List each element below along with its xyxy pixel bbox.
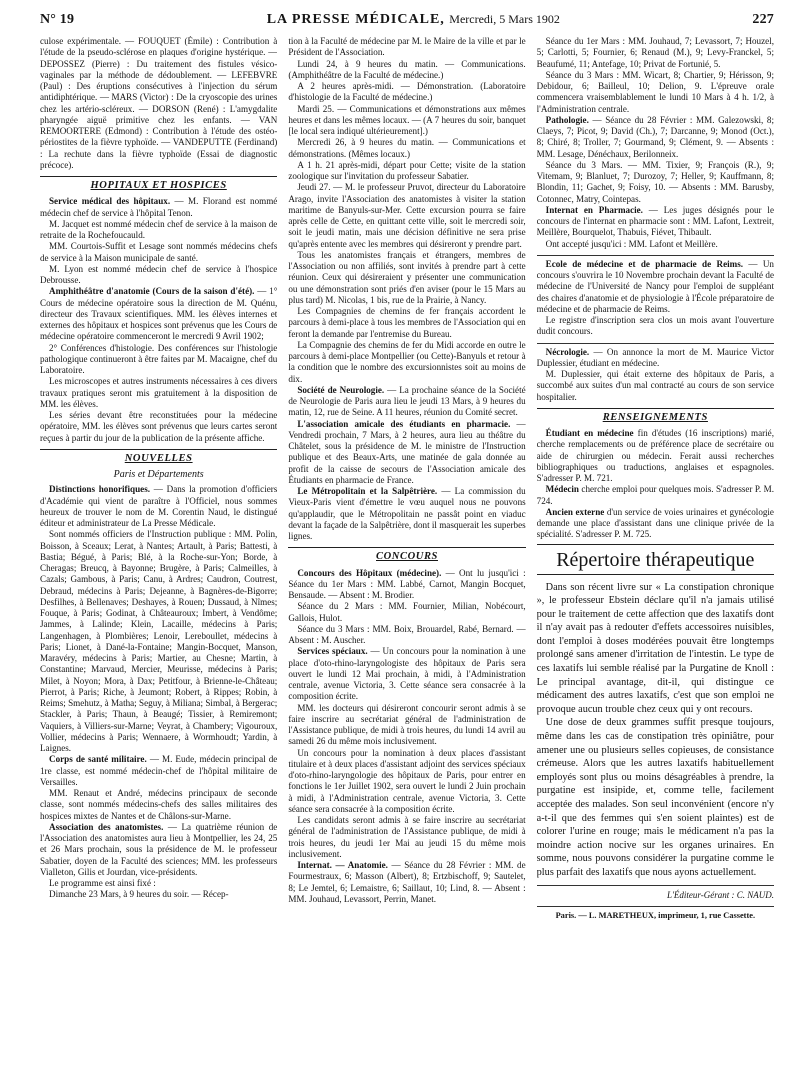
paragraph: Jeudi 27. — M. le professeur Pruvot, directeur du Laboratoire Arago, invite l'Association des anatomistes à visiter la station maritime de Banyuls-sur-Mer. Cette excursion pourra se faire après celle de Cette, en quittant cette ville, soit le mercredi soir, soit le jeudi matin, mais une décision définitive ne sera prise qu'après entente avec les membres qui désireront y prendre part.	[288, 182, 526, 249]
paragraph: Mercredi 26, à 9 heures du matin. — Communications et démonstrations. (Mêmes locaux.)	[288, 137, 526, 159]
page-number: 227	[752, 12, 774, 27]
paragraph: Dans son récent livre sur « La constipation chronique », le professeur Ebstein déclare qu'il n'a jamais utilisé pour le traitement de cette affection que des laxatifs dont il n'ay avait pas à redouter d'effets accessoires nuisibles, dont l'emploi à doses modérées pouvait être longtemps prolongé sans amener d'irritation de l'intestin. Le type de ces laxatifs lui semble réalisé par la Purgatine de Knoll : Le principal avantage, dit-il, qui distingue ce médicament des autres laxatifs, c'est que son emploi ne provoque aucun trouble chez ceux qui y ont recours.	[536, 581, 774, 715]
paragraph: Séance du 3 Mars. — MM. Tixier, 9; François (R.), 9; Vitemam, 9; Blanluet, 7; Durozoy, 7; Heller, 9; Kauffmann, 8; Blondin, 11; Gachet, 9; Foisy, 10. — Absents : MM. Barusby, Cotonnec, Matry, Cointepas.	[536, 159, 774, 204]
classified-heading: Étudiant en médecine	[545, 428, 634, 438]
classified-text: fin d'études (16 inscriptions) marié, cherche remplacements ou de préférence place de secrétaire ou aide de chirurgien ou médecin. Ferait aussi recherches bibliographiques ou traductions, anglaises et espagnoles. S'adresser P. M. 721.	[536, 428, 774, 483]
paragraph: Un concours pour la nomination à deux places d'assistant titulaire et à deux places d'assistant adjoint des services spéciaux d'oto-rhino-laryngologie des hôpitaux de Paris, pour entrer en fonctions le 1er Juillet 1902, sera ouvert le lundi 2 Juin prochain à midi, à l'Administration centrale, avenue Victoria, 3. Cette séance sera consacrée à la composition écrite.	[288, 747, 526, 814]
article-services-speciaux	[288, 646, 525, 702]
printer-imprint: Paris. — L. MARETHEUX, imprimeur, 1, rue Cassette.	[555, 910, 756, 920]
article-heading: Le Métropolitain et la Salpêtrière.	[297, 486, 438, 496]
paragraph: Le programme est ainsi fixé :	[49, 878, 156, 888]
section-divider	[40, 449, 277, 450]
article-text: — Séance du 28 Février : MM. Galezowski, 8; Claeys, 7; Picot, 9; David (Ch.), 7; Darcanne, 9; Monod (Oct.), 8; Chiré, 8; Troller, 7; Gourmand, 9; Clément, 9. — Absents : MM. Lesage, Dénéchaux, Berilonneix.	[536, 114, 774, 159]
paragraph: Séance du 2 Mars : MM. Fournier, Milian, Nobécourt, Gallois, Hulot.	[288, 601, 526, 623]
article-heading: Concours des Hôpitaux (médecine).	[297, 567, 442, 578]
article-text: — Un concours s'ouvrira le 10 Novembre prochain devant la Faculté de médecine de l'Université de Nancy pour l'emploi de suppléant des chaires d'anatomie et de physiologie à l'École préparatoire de médecine et de pharmacie de Reims.	[536, 258, 774, 314]
article-heading: Service médical des hôpitaux.	[49, 196, 171, 207]
paragraph: Séance du 3 Mars : MM. Boix, Brouardel, Rabé, Bernard. — Absent : M. Auscher.	[288, 623, 526, 645]
column-2	[288, 36, 525, 1076]
paragraph: Les candidats seront admis à se faire inscrire au secrétariat général de l'administration de l'Assistance publique, de midi à trois heures, du jeudi 1er Mai au jeudi 15 du même mois inclusivement.	[288, 815, 526, 859]
paragraph: Une dose de deux grammes suffit presque toujours, même dans les cas de constipation très opiniâtre, pour amener une ou plusieurs selles copieuses, de consistance crémeuse. Alors que les autres laxatifs habituellement employés sont plus ou moins désagréables à prendre, la purgatine est insipide, et, comme telle, facilement acceptée des malades. Son seul inconvénient (encore n'y a-t-il que des femmes qui s'en soient plaintes) est de colorer l'urine en rouge; mais le médicament n'a pas la moindre action nocive sur les organes urinaires. En somme, nous pouvons considérer la purgatine comme le plus parfait des laxatifs que nous ayons actuellement.	[536, 717, 774, 878]
paragraph: Tous les anatomistes français et étrangers, membres de l'Association ou non affiliés, sont invités à prendre part à cette réunion. Ceux qui désireraient y présenter une communication ou une démonstration sont priés d'en aviser (pour le 15 Mars au plus tard) M. Nicolas, 1 bis, rue de la Prairie, à Nancy.	[288, 249, 526, 305]
article-heading: Internat en Pharmacie.	[545, 204, 643, 215]
article-heading: Corps de santé militaire.	[49, 754, 147, 765]
article-association	[40, 822, 277, 878]
paragraph: M. Duplessier, qui était externe des hôpitaux de Paris, a succombé aux suites d'un mal contracté au cours de son service hospitalier.	[536, 369, 774, 402]
section-title-nouvelles: NOUVELLES	[124, 452, 193, 464]
article-text: — M. Florand est nommé médecin chef de service à l'hôpital Tenon.	[40, 196, 278, 218]
divider	[537, 906, 774, 907]
article-text: — M. Eude, médecin principal de 1re classe, est nommé médecin-chef de l'hôpital militaire de Versailles.	[40, 754, 278, 787]
subsection-title: Paris et Départements	[113, 469, 204, 480]
journal-title: LA PRESSE MÉDICALE,	[266, 12, 445, 27]
divider	[537, 255, 774, 256]
divider	[537, 885, 774, 886]
repertoire-body	[537, 581, 774, 880]
paragraph: MM. Renaut et André, médecins principaux de seconde classe, sont nommés médecins-chefs des salles militaires des hospices mixtes de Nantes et de Châlons-sur-Marne.	[40, 788, 278, 821]
publisher-signature: L'Éditeur-Gérant : C. NAUD.	[666, 889, 774, 900]
issue-number: N° 19	[40, 12, 75, 27]
section-title-concours: CONCOURS	[376, 551, 438, 563]
article-concours-hopitaux	[288, 568, 525, 602]
classified-heading: Médecin	[545, 484, 579, 495]
thesis-list: culose expérimentale. — FOUQUET (Émile) : Contribution à l'étude de la pseudo-sclérose en plaques d'origine hystérique. — DEPOSSEZ (Pierre) : Du traitement des fistules vésico-vaginales par la méthode de dédoublement. — LEFEBVRE (Paul) : Des éruptions consécutives à l'injection du sérum antidiphtérique. — MARS (Victor) : De la cryoscopie des urines chez les artério-scléreux. — DORSON (René) : L'amygdalite pharyngée aiguë primitive chez les enfants. — VAN REMOORTERE (Edmond) : Contribution à l'étude des ostéo-périostites de la fièvre typhoïde. — VANDEPUTTE (Ferdinand) : La rechute dans la fièvre typhoïde (Essai de diagnostic précoce).	[40, 36, 278, 170]
section-divider	[288, 547, 525, 548]
article-heading: Internat. — Anatomie.	[297, 860, 388, 870]
article-heading: Distinctions honorifiques.	[49, 484, 151, 495]
columns	[40, 36, 774, 1076]
classified-text: cherche emploi pour quelques mois. S'adresser P. M. 724.	[536, 484, 774, 506]
article-neurologie	[288, 385, 525, 419]
article-heading: Services spéciaux.	[297, 646, 368, 657]
section-divider	[40, 176, 277, 177]
article-heading: Nécrologie.	[545, 346, 590, 357]
article-pathologie	[537, 115, 774, 160]
article-heading: L'association amicale des étudiants en pharmacie.	[297, 418, 511, 429]
article-amicale	[288, 419, 525, 487]
article-text: — La commission du Vieux-Paris vient d'émettre le vœu auquel nous ne pouvons qu'applaudir, que le Métropolitain ne passât point en viaduc devant la façade de la Salpêtrière, dont il masquerait les superbes lignes.	[288, 486, 526, 541]
paragraph: MM. Courtois-Suffit et Lesage sont nommés médecins chefs de service à la Maison municipale de santé.	[40, 241, 278, 263]
article-reims	[537, 259, 774, 315]
article-text: — Un concours pour la nomination à une place d'oto-rhino-laryngologiste des hôpitaux de Paris sera ouvert le lundi 12 Mai prochain, à midi, à l'Administration centrale, avenue Victoria, 3. Cette séance sera consacrée à la composition écrite.	[288, 646, 526, 702]
article-distinctions	[40, 484, 277, 529]
section-title-hopitaux: HOPITAUX ET HOSPICES	[90, 180, 227, 191]
issue-date: Mercredi, 5 Mars 1902	[449, 12, 560, 26]
article-service-medical	[40, 196, 277, 219]
article-text: — 1° Cours de médecine opératoire sous la direction de M. Quénu, directeur des Travaux scientifiques. MM. les élèves internes et externes des hôpitaux et hospices sont prévenus que les Cours de médecine opératoire commenceront le mercredi 9 Avril 1902;	[40, 286, 278, 342]
classified-text: d'un service de voies urinaires et gynécologie demande une place d'assistant dans une clinique privée de la spécialité. S'adresser P. M. 725.	[536, 506, 774, 540]
article-text: — On annonce la mort de M. Maurice Victor Duplessier, étudiant en médecine.	[536, 346, 774, 368]
paragraph: Les séries devant être reconstituées pour la médecine opératoire, MM. les élèves sont prévenus que leurs cartes seront reçues à partir du jour de la publication de la présente affiche.	[40, 410, 278, 443]
column-3	[537, 36, 774, 1076]
article-heading: Amphithéâtre d'anatomie (Cours de la saison d'été).	[49, 286, 255, 297]
classified-ancien-externe	[537, 507, 774, 541]
paragraph: A 1 h. 21 après-midi, départ pour Cette; visite de la station zoologique sur l'invitation du professeur Sabatier.	[288, 159, 526, 181]
section-divider	[537, 408, 774, 409]
paragraph: Mardi 25. — Communications et démonstrations aux mêmes heures et dans les mêmes locaux. — (A 7 heures du soir, banquet [le local sera indiqué ultérieurement].)	[288, 103, 526, 136]
article-text: — Séance du 28 Février : MM. de Fourmestraux, 6; Masson (Albert), 8; Ertzbischoff, 9; Sautelet, 8; Le Jemtel, 6; Lemaistre, 6; Saillaut, 10; Lind, 8. — Absent : MM. Jouhaud, Levassort, Perrin, Manet.	[288, 860, 526, 904]
article-text: — Ont lu jusqu'ici : Séance du 1er Mars : MM. Labbé, Carnot, Mangin Bocquet, Bensaude. — Absent : M. Brodier.	[288, 567, 526, 600]
article-heading: Association des anatomistes.	[49, 821, 164, 832]
article-corps-sante	[40, 754, 277, 788]
article-internat-pharmacie	[537, 205, 774, 239]
paragraph: Les microscopes et autres instruments nécessaires à ces divers travaux pratiques seront mis gratuitement à la disposition de MM. les élèves.	[40, 376, 278, 409]
paragraph: M. Lyon est nommé médecin chef de service à l'hospice Debrousse.	[40, 263, 278, 285]
paragraph: 2° Conférences d'histologie. Des conférences sur l'histologie pathologique continueront à être faites par M. Macaigne, chef du Laboratoire.	[40, 342, 278, 375]
paragraph: Séance du 3 Mars : MM. Wicart, 8; Chartier, 9; Hérisson, 9; Debidour, 6; Bailleul, 10; Delion, 9. L'épreuve orale commencera vraisemblablement le lundi 10 Mars à 4 h. 1/2, à l'Administration centrale.	[536, 69, 774, 114]
divider	[537, 343, 774, 344]
article-heading: Société de Neurologie.	[297, 384, 385, 395]
article-text: — La quatrième réunion de l'Association des anatomistes aura lieu à Montpellier, les 24, 25 et 26 Mars prochain, sous la présidence de M. le professeur Sabatier, doyen de la Faculté des sciences; MM. les professeurs Vialleton, Gilis et Jourdan, vice-présidents.	[40, 821, 278, 877]
masthead-title	[267, 12, 560, 28]
article-necrologie	[537, 347, 774, 370]
article-internat-anatomie	[288, 860, 525, 905]
article-text: — Vendredi prochain, 7 Mars, à 2 heures, aura lieu au théâtre du Châtelet, sous la présidence de M. le ministre de l'Instruction publique et des Beaux-Arts, une matinée de gala donnée au profit de la caisse de secours de l'Association amicale des Étudiants en pharmacie de France.	[288, 418, 526, 485]
paragraph: A 2 heures après-midi. — Démonstration. (Laboratoire d'histologie de la Faculté de médecine.)	[288, 81, 526, 103]
paragraph: Les Compagnies de chemins de fer français accordent le parcours à demi-place à tous les membres de l'Association qui en feront la demande par l'entremise du Bureau.	[288, 306, 526, 339]
article-amphitheatre	[40, 286, 277, 342]
paragraph: Ont accepté jusqu'ici : MM. Lafont et Meillère.	[545, 238, 718, 249]
paragraph: M. Jacquet est nommé médecin chef de service à la maison de retraite de la Rochefoucauld.	[40, 218, 278, 240]
article-text: — La prochaine séance de la Société de Neurologie de Paris aura lieu le jeudi 13 Mars, à 9 heures du matin, 12, rue de Seine. A 11 heures, réunion du Comité secret.	[288, 384, 526, 418]
paragraph: Lundi 24, à 9 heures du matin. — Communications. (Amphithéâtre de la Faculté de médecine.)	[288, 58, 526, 80]
paragraph: Séance du 1er Mars : MM. Jouhaud, 7; Levassort, 7; Houzel, 5; Carlotti, 5; Fournier, 6; Renaud (M.), 9; Levy-Franckel, 5; Beaufumé, 11; Antefage, 10; Privat de Fortunié, 5.	[536, 36, 774, 69]
classified-medecin	[537, 484, 774, 507]
paragraph: Le registre d'inscription sera clos un mois avant l'ouverture dudit concours.	[536, 315, 774, 337]
classified-heading: Ancien externe	[545, 506, 605, 517]
paragraph: La Compagnie des chemins de fer du Midi accorde en outre le parcours à demi-place Montpellier (ou Cette)-Banyuls et retour à la condition que le nombre des excursionnistes soit au moins de dix.	[288, 339, 526, 384]
article-heading: Ecole de médecine et de pharmacie de Reims.	[545, 258, 744, 269]
paragraph: tion à la Faculté de médecine par M. le Maire de la ville et par le Président de l'Association.	[288, 36, 526, 58]
page-header	[40, 0, 774, 36]
section-title-renseignements: RENSEIGNEMENTS	[602, 411, 708, 423]
article-text: — Dans la promotion d'officiers d'Académie qui vient de paraître à l'Officiel, nous sommes heureux de trouver le nom de M. Corentin Naud, le distingué éditeur et administrateur de La Presse Médicale.	[40, 484, 278, 528]
article-text: — Les juges désignés pour le concours de l'internat en pharmacie sont : MM. Lafont, Lextreit, Meillère, Bourquelot, Thabuis, Fiévet, Thibault.	[536, 204, 774, 238]
column-1	[40, 36, 277, 1076]
paragraph: Sont nommés officiers de l'Instruction publique : MM. Polin, Boisson, à Sceaux; Lerat, à Nantes; Artault, à Paris; Battesti, à Bastia; Bégué, à Paris; Blé, à la Roche-sur-Yon; Borde, à Cheragas; Breucq, à Bayonne; Brugère, à Paris; Calmeilles, à Cazals; Gambous, à Paris; Canu, à Ardres; Caudron, Coutrest, Debraud, médecins à Paris; Dejeanne, à Bagnères-de-Bigorre; Desfilhes, à Bellenaves; Deshayes, à Rouen; Dussaud, à Nîmes; Fouque, à Paris; Godinat, à Châteauroux; Imbert, à Vendôme; Jammes, à Lalinde; Klein, Lacaille, médecins à Paris; Langenhagen, à Plombières; Lenoir, Lereboullet, médecins à Paris; Lionet, à Dané-la-Fontaine; Mangin-Bocquet, Manson, Maravéry, médecins à Paris; Martier, au Chesne; Martin, à Constantine; Marvaud, Mercier, Meurisse, médecins à Paris; Milet, à Noyon; Mora, à Dax; Petitfour, à Brienne-le-Château; Pierrot, à Paris; Riche, à Jeumont; Robert, à Rippes; Robin, à Reims; Smehutz, à Matha; Seguy, à Miliana; Simbal, à Bergerac; Stackler, à Paris; Thaun, à Beaugé; Tissier, à Remiremont; Vaquiers, à Villiers-sur-Marne; Veyrat, à Chambery; Vigouroux, Vollier, médecins à Paris; Wennaere, à Wormhoudt; Yardin, à Laignes.	[40, 529, 278, 753]
article-metropolitain	[288, 486, 525, 542]
classified-etudiant	[537, 428, 774, 484]
article-heading: Pathologie.	[545, 114, 589, 125]
paragraph: Dimanche 23 Mars, à 9 heures du soir. — Récep-	[49, 889, 229, 900]
repertoire-title: Répertoire thérapeutique	[537, 544, 774, 575]
paragraph: MM. les docteurs qui désireront concourir seront admis à se faire inscrire au secrétariat général de l'administration de l'Assistance publique, de midi à trois heures, du lundi 14 avril au samedi 26 du même mois inclusivement.	[288, 702, 526, 747]
